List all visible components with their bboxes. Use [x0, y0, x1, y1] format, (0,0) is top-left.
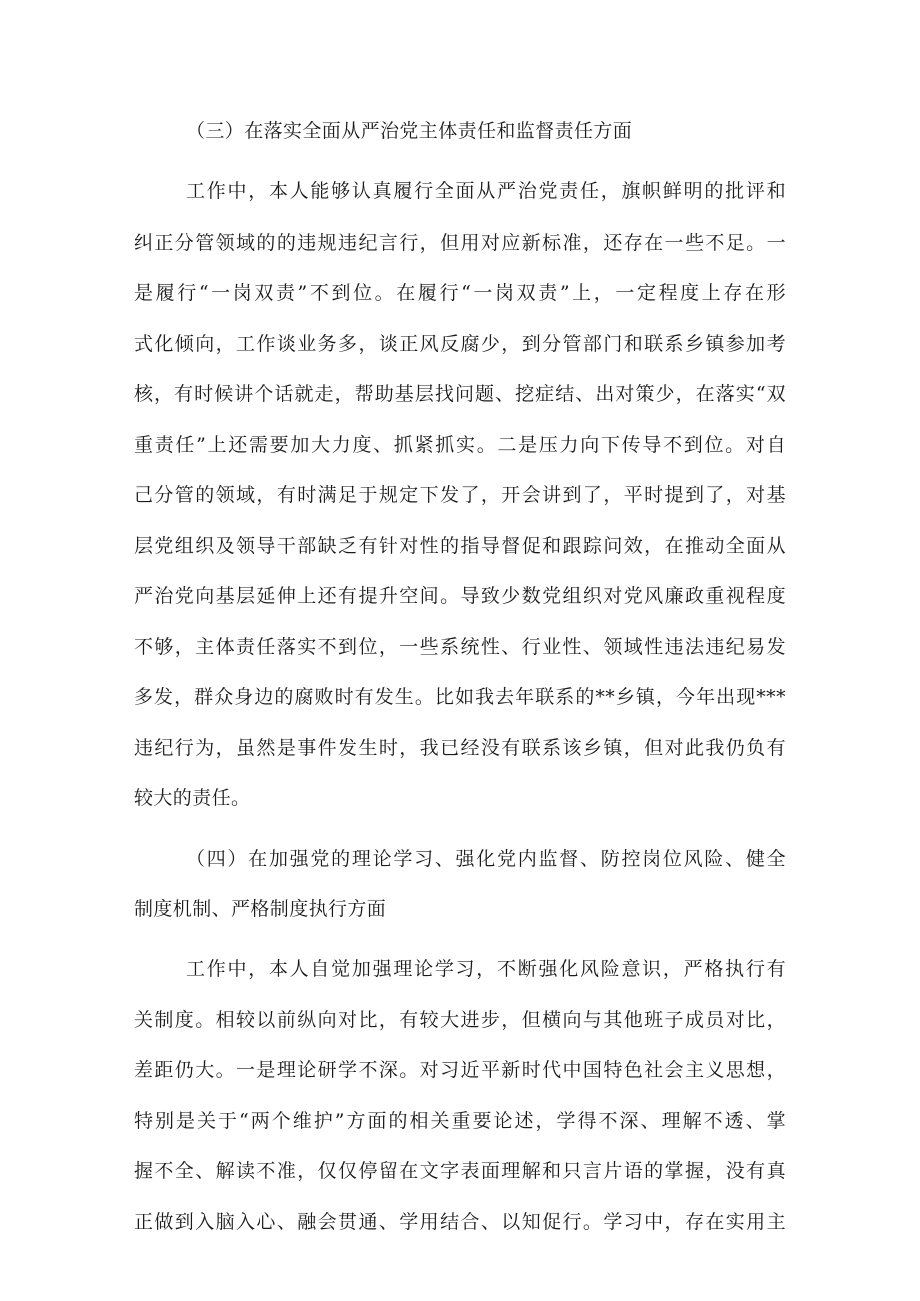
section-4-heading: （四）在加强党的理论学习、强化党内监督、防控岗位风险、健全	[186, 848, 786, 870]
paragraph-line: 式化倾向，工作谈业务多，谈正风反腐少，到分管部门和联系乡镇参加考	[134, 333, 786, 355]
paragraph-line: 是履行“一岗双责”不到位。在履行“一岗双责”上，一定程度上存在形	[134, 282, 786, 304]
section-3-heading: （三）在落实全面从严治党主体责任和监督责任方面	[186, 120, 633, 142]
paragraph-line: 正做到入脑入心、融会贯通、学用结合、以知促行。学习中，存在实用主	[134, 1211, 786, 1233]
paragraph-line: 不够，主体责任落实不到位，一些系统性、行业性、领域性违法违纪易发	[134, 636, 786, 658]
paragraph-line: 纠正分管领域的的违规违纪言行，但用对应新标准，还存在一些不足。一	[134, 232, 786, 254]
paragraph-line: 工作中，本人能够认真履行全面从严治党责任，旗帜鲜明的批评和	[186, 180, 786, 202]
paragraph-line: 层党组织及领导干部缺乏有针对性的指导督促和跟踪问效，在推动全面从	[134, 535, 786, 557]
paragraph-line: 关制度。相较以前纵向对比，有较大进步，但横向与其他班子成员对比，	[134, 1009, 786, 1031]
paragraph-line: 己分管的领域，有时满足于规定下发了，开会讲到了，平时提到了，对基	[134, 484, 786, 506]
paragraph-line: 多发，群众身边的腐败时有发生。比如我去年联系的**乡镇，今年出现***	[134, 686, 786, 708]
paragraph-line: 较大的责任。	[134, 787, 251, 809]
paragraph-line: 违纪行为，虽然是事件发生时，我已经没有联系该乡镇，但对此我仍负有	[134, 737, 786, 759]
paragraph-line: 差距仍大。一是理论研学不深。对习近平新时代中国特色社会主义思想，	[134, 1059, 786, 1081]
paragraph-line: 重责任”上还需要加大力度、抓紧抓实。二是压力向下传导不到位。对自	[134, 434, 786, 456]
paragraph-line: 核，有时候讲个话就走，帮助基层找问题、挖症结、出对策少，在落实“双	[134, 383, 786, 405]
paragraph-line: 特别是关于“两个维护”方面的相关重要论述，学得不深、理解不透、掌	[134, 1110, 786, 1132]
paragraph-line: 工作中，本人自觉加强理论学习，不断强化风险意识，严格执行有	[186, 958, 786, 980]
paragraph-line: 握不全、解读不准，仅仅停留在文字表面理解和只言片语的掌握，没有真	[134, 1160, 786, 1182]
section-4-heading-continued: 制度机制、严格制度执行方面	[134, 898, 387, 920]
paragraph-line: 严治党向基层延伸上还有提升空间。导致少数党组织对党风廉政重视程度	[134, 585, 786, 607]
